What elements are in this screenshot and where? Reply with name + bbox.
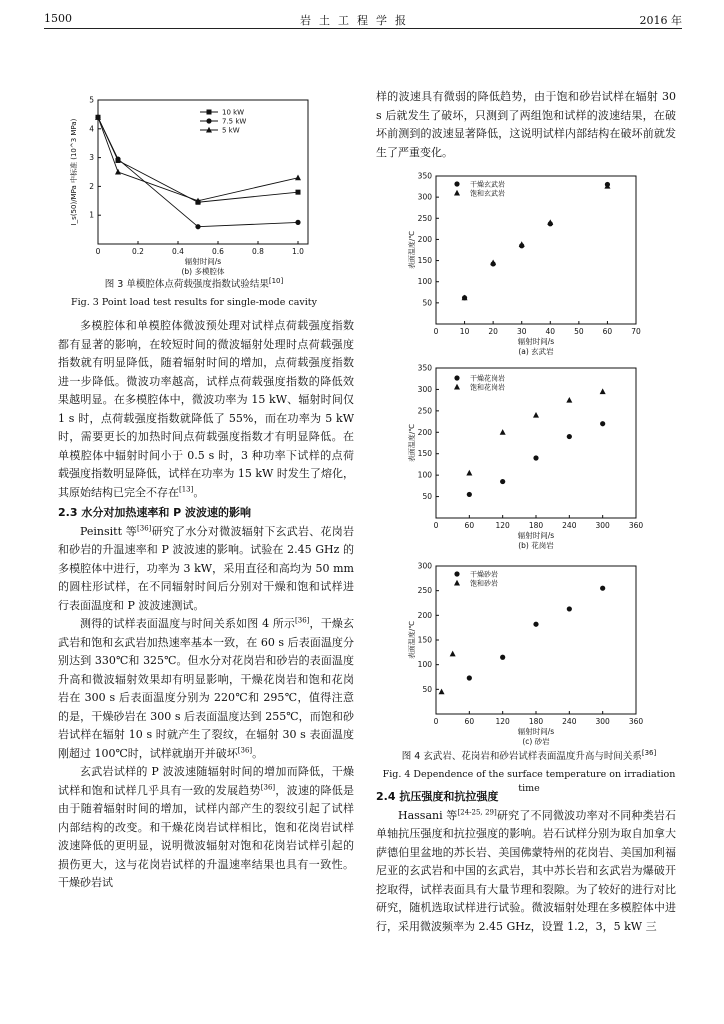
y-tick-label: 200 bbox=[417, 234, 432, 244]
data-point bbox=[519, 241, 525, 247]
fig4a-chart bbox=[400, 170, 650, 358]
data-point bbox=[467, 492, 472, 497]
y-tick-label: 50 bbox=[422, 298, 432, 308]
data-point bbox=[600, 421, 605, 426]
fig4-caption-ref: [36] bbox=[641, 748, 657, 757]
data-point bbox=[533, 622, 538, 627]
y-tick-label: 350 bbox=[417, 171, 432, 181]
data-point bbox=[547, 219, 553, 225]
x-tick-label: 0 bbox=[433, 327, 439, 336]
y-axis-label: 表面温度/℃ bbox=[408, 620, 416, 660]
legend-label: 饱和玄武岩 bbox=[470, 189, 505, 198]
y-tick-label: 150 bbox=[417, 449, 432, 459]
chart-subcaption: (c) 砂岩 bbox=[522, 737, 550, 746]
page-number: 1500 bbox=[44, 12, 72, 25]
y-tick-label: 350 bbox=[417, 363, 432, 373]
y-tick-label: 50 bbox=[422, 684, 432, 694]
x-axis-label: 辐射时间/s bbox=[517, 727, 555, 736]
legend-label: 7.5 kW bbox=[222, 117, 247, 126]
y-tick-label: 100 bbox=[417, 470, 432, 480]
paragraph: Hassani 等[24-25, 29]研究了不同微波功率对不同种类岩石单轴抗压强度和抗拉强度的影响。岩石试样分别为取自加拿大萨德伯里盆地的苏长岩、美国佛蒙特州的花岗岩、美国加利福尼亚的玄武岩和中国的玄武岩，其中苏长岩和玄武岩为爆破开挖取得，试样表面具有大量节理和裂隙。为了较好的进行对比研究，随机选取试样进行试验。微波辐射处理在多模腔体中进行，采用微波频率为 2.45 GHz，设置 1.2，3，5 kW 三 bbox=[376, 807, 677, 933]
series-line bbox=[98, 117, 298, 201]
fig4-caption-zh: 图 4 玄武岩、花岗岩和砂岩试样表面温度升高与时间关系 bbox=[401, 751, 642, 762]
x-tick-label: 0.8 bbox=[252, 247, 264, 256]
data-point bbox=[533, 412, 539, 418]
data-point bbox=[600, 586, 605, 591]
x-tick-label: 60 bbox=[602, 327, 613, 336]
fig3-caption-en: Fig. 3 Point load test results for single-mode cavity bbox=[71, 297, 317, 308]
legend-label: 5 kW bbox=[222, 126, 240, 135]
header-rule bbox=[44, 28, 682, 29]
journal-title: 岩土工程学报 bbox=[300, 14, 414, 27]
x-tick-label: 360 bbox=[628, 521, 644, 530]
y-tick-label: 2 bbox=[89, 181, 94, 191]
paragraph: 测得的试样表面温度与时间关系如图 4 所示[36]，干燥玄武岩和饱和玄武岩加热速率基本一致，在 60 s 后表面温度分别达到 330℃和 325℃。但水分对花岗岩和砂岩的表面温度升高和微波辐射效果却有明显影响，干燥花岗岩和饱和花岗岩在 300 s 后表面温度分别为 220℃和 295℃，值得注意的是，干燥砂岩在 300 s 后表面温度达到 255℃，而饱和砂岩试样在辐射 10 s 时就产生了裂纹，在辐射 30 s 表面温度刚超过 100℃时，试样就崩开并破坏[36]。 bbox=[58, 616, 354, 760]
data-point bbox=[533, 455, 538, 460]
series-line bbox=[98, 117, 298, 202]
legend-label: 饱和花岗岩 bbox=[470, 383, 505, 392]
year: 2016 年 bbox=[639, 14, 682, 27]
legend-marker bbox=[454, 384, 460, 390]
fig4-caption-en: Fig. 4 Dependence of the surface temperature on irradiation time bbox=[382, 769, 676, 794]
x-tick-label: 240 bbox=[562, 521, 577, 530]
plot-frame bbox=[436, 566, 636, 714]
data-point bbox=[600, 388, 606, 394]
x-tick-label: 0.2 bbox=[132, 247, 144, 256]
x-tick-label: 300 bbox=[595, 717, 610, 726]
legend-marker bbox=[454, 375, 459, 380]
data-point bbox=[467, 675, 472, 680]
data-point bbox=[295, 175, 301, 181]
data-point bbox=[566, 397, 572, 403]
plot-frame bbox=[436, 368, 636, 518]
x-tick-label: 180 bbox=[528, 717, 544, 726]
data-point bbox=[500, 655, 505, 660]
data-point bbox=[567, 434, 572, 439]
y-axis-label: 表面温度/℃ bbox=[408, 423, 416, 463]
y-tick-label: 4 bbox=[89, 124, 94, 134]
x-tick-label: 0.6 bbox=[212, 247, 224, 256]
x-tick-label: 10 bbox=[459, 327, 470, 336]
plot-frame bbox=[436, 176, 636, 324]
legend-marker bbox=[454, 181, 459, 186]
series-line bbox=[98, 117, 298, 226]
y-tick-label: 250 bbox=[417, 213, 432, 223]
x-tick-label: 0 bbox=[95, 247, 101, 256]
y-tick-label: 3 bbox=[89, 153, 94, 163]
x-tick-label: 0.4 bbox=[172, 247, 184, 256]
x-tick-label: 360 bbox=[628, 717, 644, 726]
x-tick-label: 70 bbox=[631, 327, 641, 336]
y-tick-label: 200 bbox=[417, 610, 432, 620]
x-tick-label: 0 bbox=[433, 521, 439, 530]
x-tick-label: 120 bbox=[495, 717, 510, 726]
y-tick-label: 150 bbox=[417, 635, 432, 645]
paragraph: 多模腔体和单模腔体微波预处理对试样点荷载强度指数都有显著的影响，在较短时间的微波辐射处理时点荷载强度指数就有明显降低，随着辐射时间的增加，点荷载强度指数进一步降低。微波功率越高，试样点荷载强度指数的降低效果越明显。在多模腔体中，微波功率为 15 kW、辐射时间仅 1 s 时，点荷载强度指数就降低了 55%，而在功率为 5 kW 时，需要更长的加热时间点荷载强度指数才有明显降低。在单模腔体中辐射时间小于 0.5 s 时，3 种功率下试样的点荷载强度指数明显降低，试样在功率为 15 kW 时发生了熔化，其原始结构已完全不存在[13]。 bbox=[58, 319, 354, 499]
legend-label: 10 kW bbox=[222, 108, 245, 117]
x-axis-label: 辐射时间/s bbox=[184, 257, 222, 266]
data-point bbox=[567, 606, 572, 611]
right-column-top bbox=[376, 88, 676, 162]
data-point bbox=[500, 429, 506, 435]
y-tick-label: 250 bbox=[417, 586, 432, 596]
legend-marker bbox=[454, 190, 460, 196]
paragraph: 样的波速具有微弱的降低趋势，由于饱和砂岩试样在辐射 30 s 后就发生了破坏，只测到了两组饱和试样的波速结果，在破坏前测到的波速显著降低，这说明试样内部结构在破坏前就发生了严重变化。 bbox=[376, 90, 676, 159]
legend-label: 干燥玄武岩 bbox=[470, 180, 505, 189]
data-point bbox=[450, 651, 456, 657]
y-tick-label: 250 bbox=[417, 406, 432, 416]
x-tick-label: 1.0 bbox=[292, 247, 304, 256]
fig3-caption-zh: 图 3 单模腔体点荷载强度指数试验结果 bbox=[104, 279, 269, 290]
y-tick-label: 1 bbox=[89, 210, 94, 220]
y-tick-label: 100 bbox=[417, 277, 432, 287]
legend-marker bbox=[454, 571, 459, 576]
data-point bbox=[466, 470, 472, 476]
x-tick-label: 300 bbox=[595, 521, 610, 530]
legend-label: 干燥砂岩 bbox=[470, 570, 498, 579]
data-point bbox=[115, 156, 120, 161]
plot-frame bbox=[98, 100, 308, 244]
fig4b-chart bbox=[400, 362, 650, 552]
fig3-caption bbox=[44, 278, 344, 310]
x-axis-label: 辐射时间/s bbox=[517, 337, 555, 346]
fig3-chart bbox=[62, 92, 317, 277]
x-tick-label: 60 bbox=[464, 717, 475, 726]
data-point bbox=[115, 169, 121, 175]
legend-marker bbox=[207, 110, 212, 115]
legend-marker bbox=[206, 118, 211, 123]
y-tick-label: 300 bbox=[417, 192, 432, 202]
data-point bbox=[490, 259, 496, 265]
y-tick-label: 200 bbox=[417, 427, 432, 437]
y-tick-label: 300 bbox=[417, 561, 432, 571]
chart-subcaption: (b) 花岗岩 bbox=[518, 541, 554, 550]
left-column bbox=[58, 317, 354, 893]
chart-subcaption: (b) 多模腔体 bbox=[181, 267, 225, 276]
section-heading-2-3: 2.3 水分对加热速率和 P 波波速的影响 bbox=[58, 506, 252, 519]
data-point bbox=[195, 224, 200, 229]
paragraph: Peinsitt 等[36]研究了水分对微波辐射下玄武岩、花岗岩和砂岩的升温速率和 P 波波速的影响。试验在 2.45 GHz 的多模腔体中进行，功率为 3 kW，采用直径和高均为 50 mm 的圆柱形试样，在不同辐射时间后分别对干燥和饱和试样进行表面温度和 P 波波速测试。 bbox=[58, 523, 354, 612]
y-tick-label: 300 bbox=[417, 384, 432, 394]
x-axis-label: 辐射时间/s bbox=[517, 531, 555, 540]
x-tick-label: 60 bbox=[464, 521, 475, 530]
x-tick-label: 40 bbox=[545, 327, 556, 336]
section-heading-2-4: 2.4 抗压强度和抗拉强度 bbox=[376, 790, 499, 803]
x-tick-label: 180 bbox=[528, 521, 544, 530]
page-header bbox=[0, 8, 724, 30]
data-point bbox=[296, 190, 301, 195]
x-tick-label: 240 bbox=[562, 717, 577, 726]
data-point bbox=[295, 220, 300, 225]
y-tick-label: 50 bbox=[422, 492, 432, 502]
x-tick-label: 30 bbox=[516, 327, 527, 336]
x-tick-label: 120 bbox=[495, 521, 510, 530]
fig4c-chart bbox=[400, 560, 650, 748]
x-tick-label: 50 bbox=[574, 327, 584, 336]
data-point bbox=[439, 689, 445, 695]
x-tick-label: 0 bbox=[433, 717, 439, 726]
data-point bbox=[500, 479, 505, 484]
y-tick-label: 5 bbox=[89, 95, 94, 105]
y-axis-label: 表面温度/℃ bbox=[408, 230, 416, 270]
legend-label: 饱和砂岩 bbox=[470, 579, 498, 588]
right-column-bottom bbox=[376, 786, 676, 936]
y-tick-label: 100 bbox=[417, 660, 432, 670]
x-tick-label: 20 bbox=[488, 327, 498, 336]
paragraph: 玄武岩试样的 P 波波速随辐射时间的增加而降低，干燥试样和饱和试样几乎具有一致的发展趋势[36]，波速的降低是由于随着辐射时间的增加，试样内部产生的裂纹引起了试样内部结构的改变。和干燥花岗岩试样相比，饱和花岗岩试样波速降低的更明显，说明微波辐射对饱和花岗岩试样引起的损伤更大，这与花岗岩试样的升温速率结果也具有一致性。干燥砂岩试 bbox=[58, 765, 355, 889]
legend-marker bbox=[454, 580, 460, 586]
fig3-caption-ref: [10] bbox=[268, 276, 284, 285]
y-axis-label: I_s(50)/MPa 中标准 (10^3 MPa) bbox=[70, 118, 78, 226]
y-tick-label: 150 bbox=[417, 256, 432, 266]
chart-subcaption: (a) 玄武岩 bbox=[518, 347, 554, 356]
legend-label: 干燥花岗岩 bbox=[470, 374, 505, 383]
